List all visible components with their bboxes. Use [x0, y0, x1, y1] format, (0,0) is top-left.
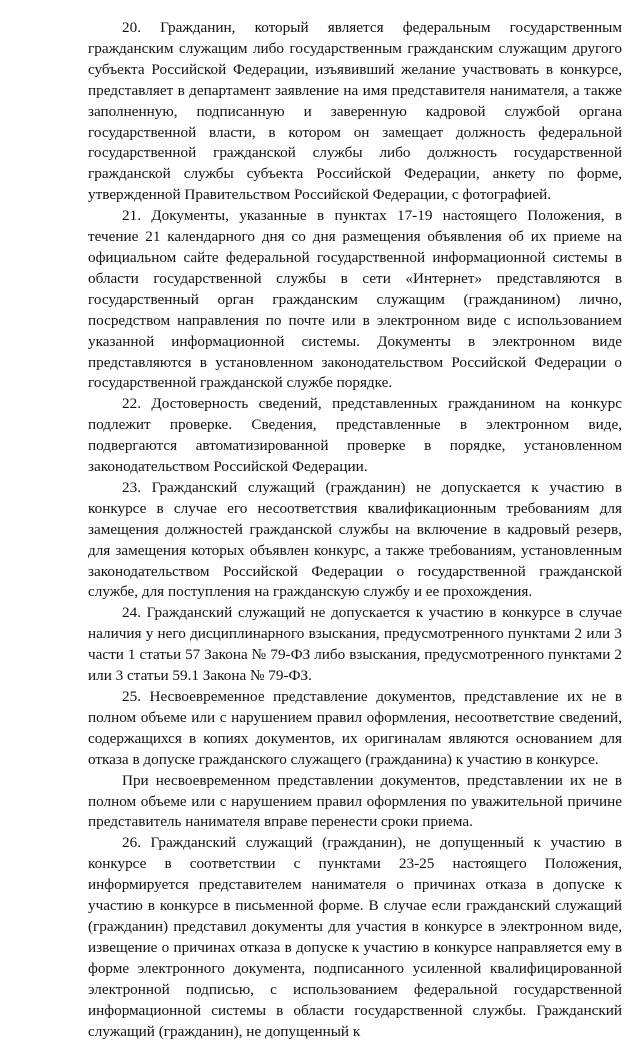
paragraph-25: 25. Несвоевременное представление документов, представление их не в полном объеме или с нарушением правил оформления, несоответствие сведений, содержащихся в копиях документов, их оригиналам являются основанием для отказа в допуске гражданского служащего (гражданина) к участию в конкурсе.	[88, 688, 622, 768]
paragraph-21: 21. Документы, указанные в пунктах 17-19 настоящего Положения, в течение 21 календарного дня со дня размещения объявления об их приеме на официальном сайте федеральной государственной информационной системы в области государственной службы в сети «Интернет» представляются в государственный орган гражданским служащим (гражданином) лично, посредством направления по почте или в электронном виде с использованием указанной информационной системы. Документы в электронном виде представляются в установленном законодательством Российской Федерации о государственной гражданской службе порядке.	[88, 207, 622, 392]
paragraph-20: 20. Гражданин, который является федеральным государственным гражданским служащим либо государственным гражданским служащим другого субъекта Российской Федерации, изъявивший желание участвовать в конкурсе, представляет в департамент заявление на имя представителя нанимателя, а также заполненную, подписанную и заверенную кадровой службой органа государственной власти, в котором он замещает должность федеральной государственной гражданской службы либо должность государственной гражданской службы субъекта Российской Федерации, анкету по форме, утвержденной Правительством Российской Федерации, с фотографией.	[88, 19, 622, 204]
paragraph-22: 22. Достоверность сведений, представленных гражданином на конкурс подлежит проверке. Сведения, представленные в электронном виде, подвергаются автоматизированной проверке в порядке, установленном законодательством Российской Федерации.	[88, 395, 622, 476]
paragraph-23: 23. Гражданский служащий (гражданин) не допускается к участию в конкурсе в случае его несоответствия квалификационным требованиям для замещения должностей гражданской службы на включение в кадровый резерв, для замещения которых объявлен конкурс, а также требованиям, установленным законодательством Российской Федерации о государственной гражданской службе, для поступления на гражданскую службу и ее прохождения.	[88, 478, 622, 601]
paragraph-26: 26. Гражданский служащий (гражданин), не допущенный к участию в конкурсе в соответствии с пунктами 23-25 настоящего Положения, информируется представителем нанимателя о причинах отказа в допуске к участию в конкурсе в письменной форме. В случае если гражданский служащий (гражданин) представил документы для участия в конкурсе в электронном виде, извещение о причинах отказа в допуске к участию в конкурсе направляется ему в форме электронного документа, подписанного усиленной квалифицированной электронной подписью, с использованием федеральной государственной информационной системы в области государственной службы. Гражданский служащий (гражданин), не допущенный к	[88, 834, 622, 1040]
document-page	[88, 18, 622, 1042]
paragraph-24: 24. Гражданский служащий не допускается к участию в конкурсе в случае наличия у него дисциплинарного взыскания, предусмотренного пунктами 2 или 3 части 1 статьи 57 Закона № 79-ФЗ либо взыскания, предусмотренного пунктами 2 или 3 статьи 59.1 Закона № 79-ФЗ.	[88, 604, 622, 685]
paragraph-25-continuation: При несвоевременном представлении документов, представлении их не в полном объеме или с нарушением правил оформления по уважительной причине представитель нанимателя вправе перенести сроки приема.	[88, 771, 622, 831]
